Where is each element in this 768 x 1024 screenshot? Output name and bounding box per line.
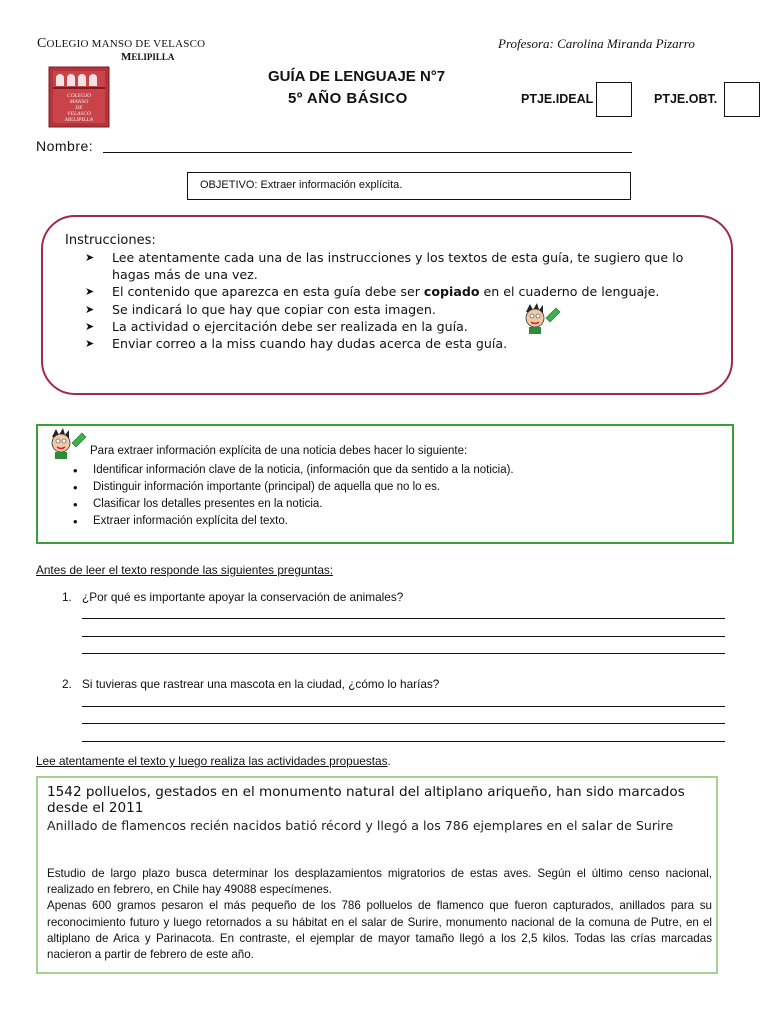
school-city [121,51,174,63]
question-number: 2. [62,677,72,691]
answer-line[interactable] [82,706,725,707]
info-bullet-item: • Distinguir información importante (principal) de aquella que no lo es. [73,479,514,496]
arrow-bullet-icon: ➤ [85,251,95,264]
city-initial: M [121,51,132,63]
article-paragraph: Apenas 600 gramos pesaron el más pequeño de los 786 polluelos de flamenco que fueron capturados, anillados para su reconocimiento futuro y luego retornados a su hábitat en el salar de Surire, monumento nacional de la comuna de Putre, en el altiplano de Arica y Parinacota. En contraste, el ejemplar de mayor tamaño llegó a los 2,5 kilos. Todas las crías marcadas nacieron a partir de febrero de este año. [47,899,712,962]
ptje-ideal-label: PTJE.IDEAL [521,92,594,106]
instruction-item: ➤ La actividad o ejercitación debe ser realizada en la guía. [85,318,468,334]
school-logo [48,66,110,128]
answer-line[interactable] [82,653,725,654]
article-subtitle: Anillado de flamencos recién nacidos batió récord y llegó a los 786 ejemplares en el salar de Surire [47,818,674,833]
logo-text-line: COLEGIO [66,93,92,99]
city-rest: ELIPILLA [131,52,175,62]
info-bullet-item: • Clasificar los detalles presentes en la noticia. [73,496,514,513]
reading-instruction: Lee atentamente el texto y luego realiza las actividades propuestas. [36,754,391,768]
info-bullet-list [73,462,514,530]
instructions-list [85,249,715,352]
arrow-bullet-icon: ➤ [85,302,95,316]
grade-title: 5º AÑO BÁSICO [288,90,408,107]
nombre-input-line[interactable] [103,152,632,153]
objective-text: OBJETIVO: Extraer información explícita. [200,179,403,191]
arrow-bullet-icon: ➤ [85,319,95,333]
instructions-title: Instrucciones: [65,233,156,248]
answer-line[interactable] [82,636,725,637]
answer-line[interactable] [82,618,725,619]
arrow-bullet-icon: ➤ [85,285,95,299]
teacher-name: Profesora: Carolina Miranda Pizarro [498,36,695,51]
info-intro: Para extraer información explícita de una noticia debes hacer lo siguiente: [90,445,468,457]
ptje-obt-label: PTJE.OBT. [654,92,718,106]
info-bullet-item: • Identificar información clave de la noticia, (información que da sentido a la noticia). [73,462,514,479]
answer-line[interactable] [82,741,725,742]
ptje-obt-box[interactable] [724,82,760,117]
copy-character-icon [48,427,88,459]
copiado-emphasis: copiado [423,284,480,300]
article-body [47,866,712,963]
school-name-rest: OLEGIO MANSO DE VELASCO [46,38,206,50]
school-name [37,35,205,52]
logo-text-line: DE [75,105,83,111]
reading-instruction-text: Lee atentamente el texto y luego realiza las actividades propuestas [36,754,388,768]
question-text: Si tuvieras que rastrear una mascota en la ciudad, ¿cómo lo harías? [82,677,440,691]
instruction-item: ➤ El contenido que aparezca en esta guía debe ser copiado en el cuaderno de lenguaje. [85,284,660,300]
article-headline: 1542 polluelos, gestados en el monumento natural del altiplano ariqueño, han sido marcados desde el 2011 [47,784,685,816]
school-name-initial: C [37,36,47,51]
pre-reading-heading: Antes de leer el texto responde las siguientes preguntas: [36,563,334,577]
arrow-bullet-icon: ➤ [85,337,95,351]
instruction-item: ➤ Enviar correo a la miss cuando hay dudas acerca de esta guía. [85,336,508,352]
instruction-item: ➤ Se indicará lo que hay que copiar con esta imagen. [85,301,436,317]
answer-line[interactable] [82,723,725,724]
logo-text-line: MANSO [69,99,89,105]
question-number: 1. [62,590,72,604]
nombre-label: Nombre: [36,138,94,154]
guide-title: GUÍA DE LENGUAJE N°7 [268,68,446,85]
info-bullet-item: • Extraer información explícita del texto. [73,513,514,530]
instruction-item: ➤ Lee atentamente cada una de las instrucciones y los textos de esta guía, te sugiero que lo hagas más de una vez. [85,250,684,283]
article-paragraph: Estudio de largo plazo busca determinar los desplazamientos migratorios de estas aves. Según el último censo nacional, realizado en febrero, en Chile hay 49088 especímenes. [47,867,712,897]
logo-text-line: VELASCO [67,111,91,117]
ptje-ideal-box[interactable] [596,82,632,117]
copy-character-icon [522,302,562,334]
question-text: ¿Por qué es importante apoyar la conservación de animales? [82,590,404,604]
logo-text-line: MELIPILLA [65,117,93,123]
